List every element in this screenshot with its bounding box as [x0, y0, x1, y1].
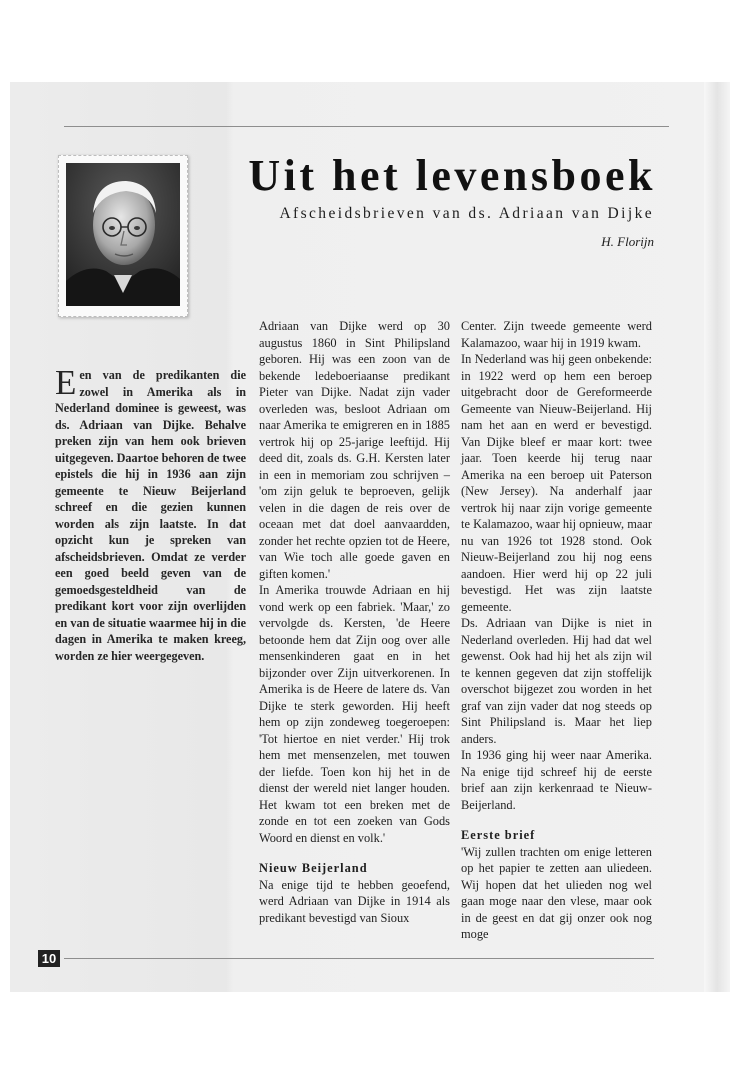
article-subtitle: Afscheidsbrieven van ds. Adriaan van Dijke	[279, 205, 654, 222]
body-paragraph: Adriaan van Dijke werd op 30 augustus 1860 in Sint Philipsland geboren. Hij was een zoon van de bekende ledeboeriaanse predikant Pieter van Dijke. Nadat zijn vader overleden was, besloot Adriaan om naar Amerika te emigreren en in 1885 vertrok hij op 25-jarige leeftijd. Hij deed dit, zoals ds. G.H. Kersten later in een in memoriam zou schrijven – 'om zijn geluk te beproeven, gelijk velen in die dagen de reis over de oceaan met dat doel aanvaardden, zonder het rechte opzien tot de Heere, van Wie toch alle goede gaven en giften komen.'	[259, 319, 450, 581]
article-author: H. Florijn	[601, 234, 654, 249]
body-paragraph: In 1936 ging hij weer naar Amerika. Na enige tijd schreef hij de eerste brief aan zijn kerkenraad te Nieuw-Beijerland.	[461, 748, 652, 812]
article-title: Uit het levensboek	[248, 151, 656, 200]
body-paragraph: In Nederland was hij geen onbekende: in 1922 werd op hem een beroep uitgebracht door de Gereformeerde Gemeente van Nieuw-Beijerland. Hij nam het aan en werd er bevestigd. Van Dijke bleef er maar kort: twee jaar. Toen keerde hij terug naar Amerika na een beroep uit Paterson (New Jersey). Na anderhalf jaar vertrok hij naar zijn vorige gemeente te Kalamazoo, waar hij opnieuw, maar nu van 1926 tot 1928 stond. Ook Nieuw-Beijerland zou hij nog eens aandoen. Hier werd hij op 22 juli bevestigd. Het was zijn laatste gemeente.	[461, 352, 652, 614]
portrait-illustration	[66, 163, 180, 306]
body-paragraph: 'Wij zullen trachten om enige letteren op het papier te zetten aan uliedeen. Wij hopen dat het ulieden nog wel gaan moge naar den vlese, maar ook in de geest en dat gij onzer ook nog moge	[461, 844, 652, 941]
section-heading: Eerste brief	[461, 828, 536, 842]
intro-paragraph	[55, 363, 247, 664]
footer-rule	[64, 958, 654, 959]
intro-text: en van de predikanten die zowel in Amerika als in Nederland dominee is geweest, was ds. Adriaan van Dijke. Behalve preken zijn van hem ook brieven uitgegeven. Daartoe behoren de twee epistels die hij in 1936 aan zijn gemeente te Nieuw Beijerland schreef en die gezien kunnen worden als zijn laatste. In dat opzicht kun je spreken van afscheidsbrieven. Omdat ze verder een goed beeld geven van de gemoedsgesteldheid van de predikant kort voor zijn overlijden en van de situatie waarmee hij in die dagen in Amerika te maken kreeg, worden ze hier weergegeven.	[55, 368, 247, 663]
body-paragraph: Ds. Adriaan van Dijke is niet in Nederland overleden. Hij had dat wel gewenst. Ook had hij het als zijn wil te kennen gegeven dat zijn stoffelijk overschot bijgezet zou worden in het graf van zijn vader dat nog steeds op Sint Philipsland is. Maar het liep anders.	[461, 616, 652, 746]
body-column-2	[461, 318, 652, 943]
portrait-photo-frame	[58, 155, 188, 317]
body-paragraph: Center. Zijn tweede gemeente werd Kalamazoo, waar hij in 1919 kwam.	[461, 319, 652, 350]
portrait-photo	[66, 163, 180, 306]
drop-cap: E	[55, 363, 77, 402]
page-number: 10	[38, 950, 60, 967]
section-heading: Nieuw Beijerland	[259, 861, 368, 875]
header-rule	[64, 126, 669, 127]
body-paragraph: In Amerika trouwde Adriaan en hij vond werk op een fabriek. 'Maar,' zo vervolgde ds. Kersten, 'de Heere betoonde hem dat Zijn oog over alle mensenkinderen gaat en in het bijzonder over Zijn uitverkorenen. In Amerika is de Heere de latere ds. Van Dijke te sterk geworden. Hij heeft hem op zijn zondeweg toegeroepen: 'Tot hiertoe en niet verder.' Hij trok hem met mensenzelen, met touwen der liefde. Toen kon hij het in de dienst der wereld niet langer houden. Het kwam tot een breken met de zonde en tot een zoeken van Gods Woord en dienst en volk.'	[259, 583, 450, 845]
page-fold-shadow	[704, 82, 730, 992]
body-paragraph: Na enige tijd te hebben geoefend, werd Adriaan van Dijke in 1914 als predikant bevestigd van Sioux	[259, 877, 450, 925]
body-column-1	[259, 318, 450, 926]
